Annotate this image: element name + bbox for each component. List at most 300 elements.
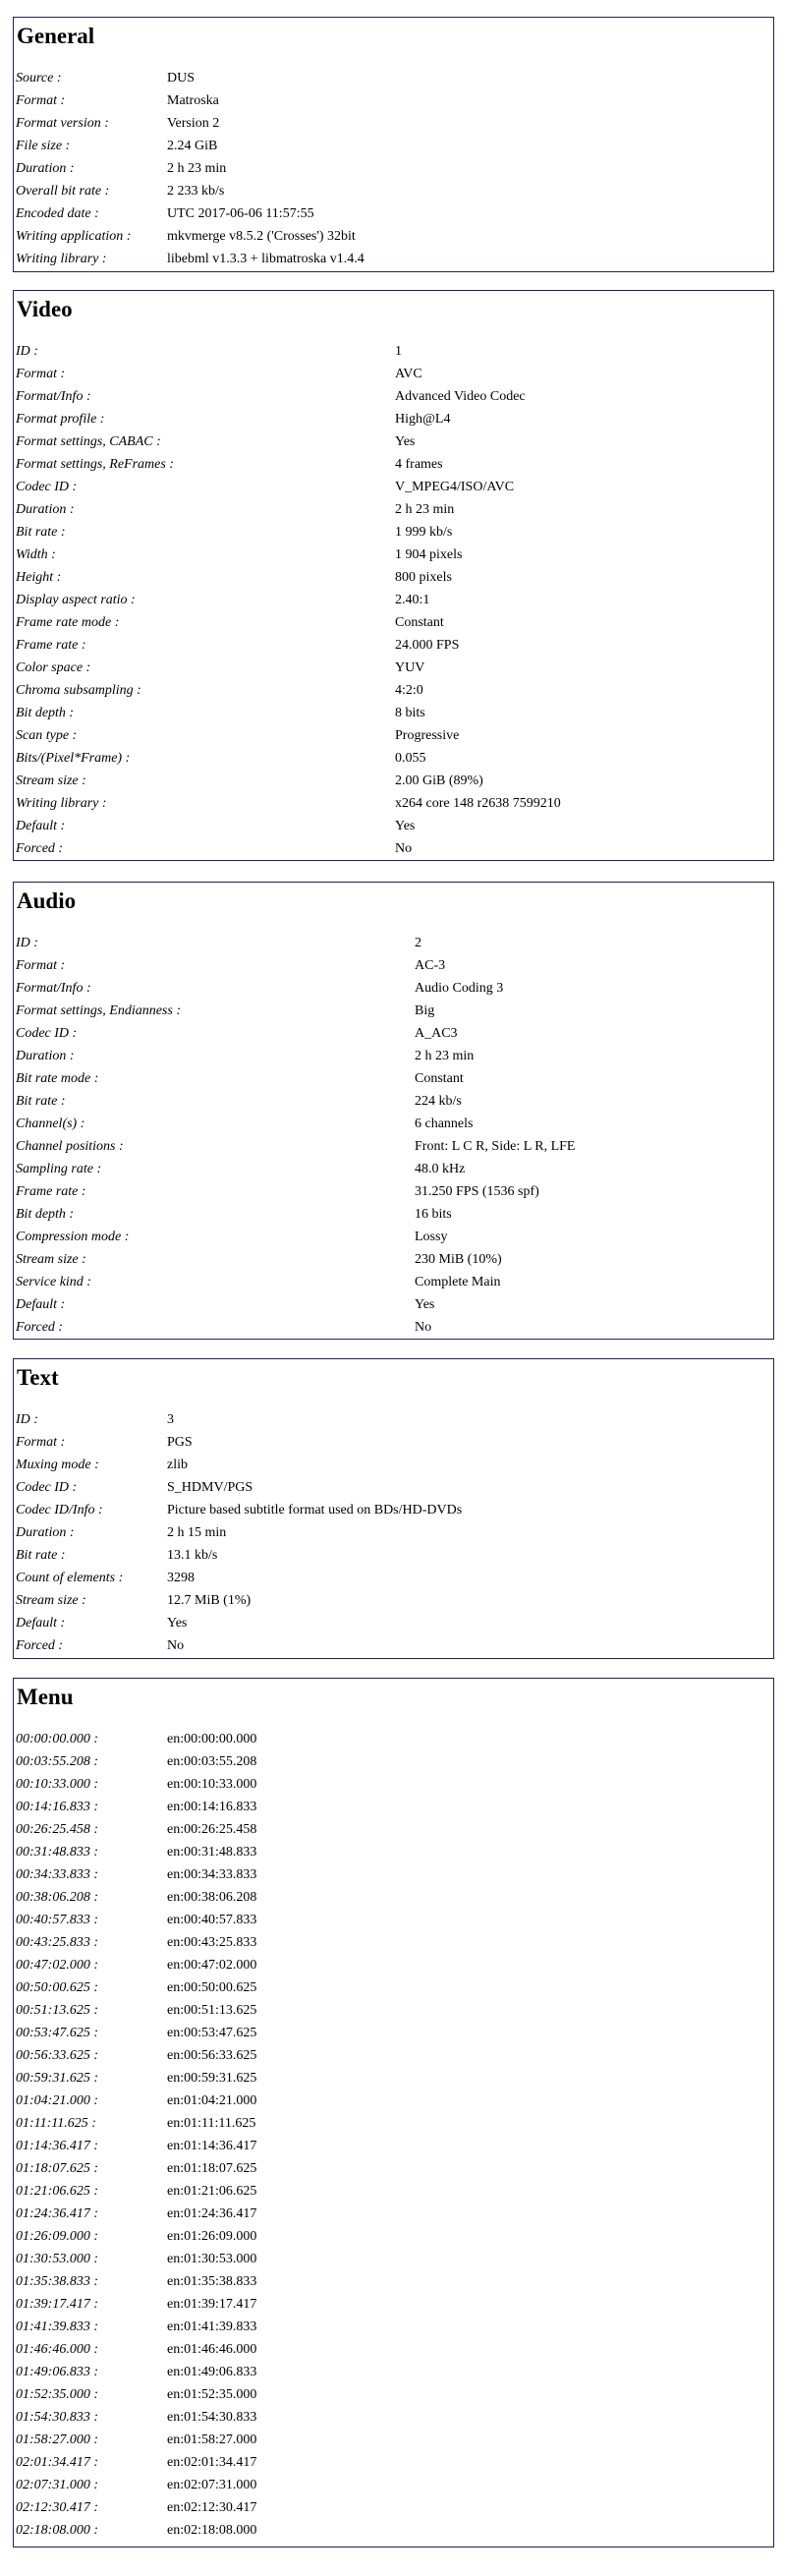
text-info-row <box>16 1612 773 1634</box>
field-label: Bit depth : <box>16 1207 75 1222</box>
audio-info-row <box>16 977 773 1000</box>
field-label: 01:58:27.000 : <box>16 2433 98 2447</box>
menu-info-row <box>16 2180 773 2203</box>
field-value: en:01:54:30.833 <box>167 2410 257 2425</box>
audio-info-row <box>16 932 773 954</box>
general-info-row <box>16 248 773 270</box>
field-value: en:00:00:00.000 <box>167 1732 257 1746</box>
video-info-row <box>16 634 773 657</box>
menu-info-row <box>16 2135 773 2157</box>
video-info-row <box>16 747 773 770</box>
field-value: en:02:07:31.000 <box>167 2478 257 2492</box>
field-label: 01:18:07.625 : <box>16 2161 98 2176</box>
audio-info-row <box>16 1022 773 1045</box>
video-info-row <box>16 837 773 860</box>
field-value: en:00:38:06.208 <box>167 1890 257 1905</box>
field-value: en:00:50:00.625 <box>167 1980 257 1995</box>
field-value: en:00:03:55.208 <box>167 1754 257 1769</box>
field-label: Writing application : <box>16 229 132 244</box>
menu-info-row <box>16 1818 773 1841</box>
field-label: Bit rate : <box>16 525 66 540</box>
field-value: en:02:18:08.000 <box>167 2523 257 2538</box>
text-info-row <box>16 1408 773 1431</box>
field-value: 13.1 kb/s <box>167 1548 218 1563</box>
field-value: zlib <box>167 1458 188 1472</box>
menu-info-row <box>16 1773 773 1796</box>
field-value: Audio Coding 3 <box>415 981 504 996</box>
field-label: Width : <box>16 547 56 562</box>
field-label: Format : <box>16 958 66 973</box>
field-label: 01:30:53.000 : <box>16 2252 98 2266</box>
field-value: libebml v1.3.3 + libmatroska v1.4.4 <box>167 252 365 266</box>
text-info-row <box>16 1589 773 1612</box>
field-label: Display aspect ratio : <box>16 593 136 607</box>
general-section <box>13 17 774 272</box>
field-label: ID : <box>16 344 38 359</box>
field-label: Height : <box>16 570 62 585</box>
field-value: en:01:18:07.625 <box>167 2161 257 2176</box>
field-label: Duration : <box>16 502 75 517</box>
video-info-row <box>16 679 773 702</box>
field-label: Codec ID : <box>16 480 78 494</box>
menu-info-row <box>16 2361 773 2383</box>
audio-info-row <box>16 1135 773 1158</box>
menu-info-row <box>16 2248 773 2270</box>
field-label: 00:53:47.625 : <box>16 2026 98 2040</box>
menu-section <box>13 1678 774 2547</box>
field-value: en:01:58:27.000 <box>167 2433 257 2447</box>
field-value: 4:2:0 <box>395 683 423 698</box>
field-label: Bits/(Pixel*Frame) : <box>16 751 131 766</box>
field-value: mkvmerge v8.5.2 ('Crosses') 32bit <box>167 229 356 244</box>
general-info-row <box>16 112 773 135</box>
field-label: Bit rate mode : <box>16 1071 99 1086</box>
field-value: en:00:56:33.625 <box>167 2048 257 2063</box>
menu-info-row <box>16 2157 773 2180</box>
video-info-row <box>16 430 773 453</box>
field-value: 230 MiB (10%) <box>415 1252 502 1267</box>
video-section <box>13 290 774 861</box>
field-value: 0.055 <box>395 751 426 766</box>
menu-info-row <box>16 1886 773 1909</box>
video-info-row <box>16 521 773 544</box>
field-value: 3298 <box>167 1571 195 1585</box>
menu-info-row <box>16 2067 773 2089</box>
audio-info-row <box>16 1090 773 1113</box>
field-value: High@L4 <box>395 412 451 427</box>
field-label: Channel(s) : <box>16 1116 85 1131</box>
field-value: en:00:26:25.458 <box>167 1822 257 1837</box>
field-label: Encoded date : <box>16 206 99 221</box>
field-value: x264 core 148 r2638 7599210 <box>395 796 561 811</box>
field-label: Bit rate : <box>16 1094 66 1109</box>
field-value: Big <box>415 1003 435 1018</box>
field-label: 01:46:46.000 : <box>16 2342 98 2357</box>
field-label: ID : <box>16 936 38 950</box>
section-title-audio: Audio <box>17 888 77 913</box>
video-info-row <box>16 363 773 385</box>
field-label: 01:52:35.000 : <box>16 2387 98 2402</box>
menu-info-row <box>16 2406 773 2429</box>
field-value: 800 pixels <box>395 570 452 585</box>
audio-info-row <box>16 1113 773 1135</box>
field-label: Bit depth : <box>16 706 75 720</box>
field-value: 2.40:1 <box>395 593 430 607</box>
field-value: en:00:31:48.833 <box>167 1845 257 1860</box>
field-label: 00:31:48.833 : <box>16 1845 98 1860</box>
general-rows <box>16 67 773 270</box>
general-info-row <box>16 67 773 89</box>
field-label: Frame rate mode : <box>16 615 120 630</box>
video-info-row <box>16 566 773 589</box>
video-info-row <box>16 589 773 611</box>
field-value: Advanced Video Codec <box>395 389 526 404</box>
menu-info-row <box>16 1796 773 1818</box>
audio-info-row <box>16 1248 773 1271</box>
field-value: 2.00 GiB (89%) <box>395 773 483 788</box>
menu-info-row <box>16 1728 773 1750</box>
field-label: Codec ID : <box>16 1026 78 1041</box>
menu-info-row <box>16 2089 773 2112</box>
video-info-row <box>16 657 773 679</box>
field-label: Format settings, ReFrames : <box>16 457 174 472</box>
field-label: Forced : <box>16 841 64 856</box>
field-label: 00:00:00.000 : <box>16 1732 98 1746</box>
menu-rows <box>16 1728 773 2542</box>
menu-info-row <box>16 1931 773 1954</box>
audio-info-row <box>16 1293 773 1316</box>
field-value: en:01:04:21.000 <box>167 2093 257 2108</box>
field-label: Source : <box>16 71 62 86</box>
field-label: Codec ID/Info : <box>16 1503 103 1517</box>
general-info-row <box>16 180 773 202</box>
field-value: AVC <box>395 367 422 381</box>
field-label: 00:51:13.625 : <box>16 2003 98 2018</box>
field-value: Constant <box>415 1071 464 1086</box>
field-value: No <box>167 1638 185 1653</box>
field-label: Stream size : <box>16 1593 86 1608</box>
field-value: Progressive <box>395 728 460 743</box>
field-value: 2.24 GiB <box>167 139 218 153</box>
field-value: Yes <box>415 1297 435 1312</box>
field-label: 00:43:25.833 : <box>16 1935 98 1950</box>
field-label: 00:47:02.000 : <box>16 1958 98 1973</box>
field-value: YUV <box>395 660 425 675</box>
menu-info-row <box>16 1909 773 1931</box>
field-label: Frame rate : <box>16 638 86 653</box>
menu-info-row <box>16 2112 773 2135</box>
field-label: Duration : <box>16 1049 75 1063</box>
field-label: Duration : <box>16 1525 75 1540</box>
field-value: 8 bits <box>395 706 425 720</box>
field-value: en:01:52:35.000 <box>167 2387 257 2402</box>
field-value: en:00:43:25.833 <box>167 1935 257 1950</box>
field-value: 2 h 15 min <box>167 1525 227 1540</box>
field-label: Overall bit rate : <box>16 184 110 199</box>
field-label: 00:50:00.625 : <box>16 1980 98 1995</box>
field-label: 02:12:30.417 : <box>16 2500 98 2515</box>
field-label: 00:03:55.208 : <box>16 1754 98 1769</box>
menu-info-row <box>16 2496 773 2519</box>
field-label: Format profile : <box>16 412 105 427</box>
section-title-video: Video <box>17 297 73 321</box>
section-title-text: Text <box>17 1365 59 1390</box>
video-rows <box>16 340 773 860</box>
menu-info-row <box>16 2338 773 2361</box>
section-title-general: General <box>17 24 95 48</box>
field-label: Frame rate : <box>16 1184 86 1199</box>
field-label: 01:41:39.833 : <box>16 2319 98 2334</box>
field-label: Format version : <box>16 116 109 131</box>
audio-rows <box>16 932 773 1339</box>
text-info-row <box>16 1567 773 1589</box>
field-value: Version 2 <box>167 116 220 131</box>
field-label: Duration : <box>16 161 75 176</box>
field-label: Format : <box>16 1435 66 1450</box>
video-info-row <box>16 815 773 837</box>
menu-info-row <box>16 1999 773 2022</box>
field-value: en:00:59:31.625 <box>167 2071 257 2086</box>
field-value: Matroska <box>167 93 219 108</box>
field-label: Stream size : <box>16 773 86 788</box>
field-value: 4 frames <box>395 457 443 472</box>
menu-info-row <box>16 2293 773 2316</box>
field-label: Compression mode : <box>16 1230 130 1244</box>
text-info-row <box>16 1544 773 1567</box>
field-label: 00:38:06.208 : <box>16 1890 98 1905</box>
field-label: Channel positions : <box>16 1139 124 1154</box>
menu-info-row <box>16 2022 773 2044</box>
field-value: DUS <box>167 71 196 86</box>
field-value: en:01:41:39.833 <box>167 2319 257 2334</box>
field-value: PGS <box>167 1435 193 1450</box>
field-value: A_AC3 <box>415 1026 458 1041</box>
video-info-row <box>16 340 773 363</box>
field-value: Complete Main <box>415 1275 501 1289</box>
field-value: 2 h 23 min <box>395 502 455 517</box>
field-value: 48.0 kHz <box>415 1162 466 1176</box>
field-value: 1 <box>395 344 402 359</box>
field-label: 01:49:06.833 : <box>16 2365 98 2379</box>
field-value: en:00:34:33.833 <box>167 1867 257 1882</box>
video-info-row <box>16 476 773 498</box>
field-label: Sampling rate : <box>16 1162 102 1176</box>
general-info-row <box>16 225 773 248</box>
field-label: Forced : <box>16 1320 64 1335</box>
menu-info-row <box>16 2383 773 2406</box>
menu-info-row <box>16 1750 773 1773</box>
field-label: ID : <box>16 1412 38 1427</box>
menu-info-row <box>16 2270 773 2293</box>
field-label: Format/Info : <box>16 981 91 996</box>
field-value: en:01:24:36.417 <box>167 2206 257 2221</box>
field-value: en:01:21:06.625 <box>167 2184 257 2199</box>
menu-info-row <box>16 2429 773 2451</box>
field-value: en:01:39:17.417 <box>167 2297 257 2312</box>
field-value: 31.250 FPS (1536 spf) <box>415 1184 539 1199</box>
field-value: en:00:51:13.625 <box>167 2003 257 2018</box>
general-info-row <box>16 135 773 157</box>
field-value: en:01:35:38.833 <box>167 2274 257 2289</box>
video-info-row <box>16 770 773 792</box>
video-info-row <box>16 408 773 430</box>
text-section <box>13 1358 774 1659</box>
menu-info-row <box>16 1841 773 1863</box>
menu-info-row <box>16 2044 773 2067</box>
field-label: 00:56:33.625 : <box>16 2048 98 2063</box>
field-label: 01:35:38.833 : <box>16 2274 98 2289</box>
field-label: Format/Info : <box>16 389 91 404</box>
field-label: 00:14:16.833 : <box>16 1800 98 1814</box>
audio-section <box>13 882 774 1340</box>
field-label: 02:01:34.417 : <box>16 2455 98 2470</box>
field-value: Picture based subtitle format used on BDs/HD-DVDs <box>167 1503 463 1517</box>
field-label: Format settings, CABAC : <box>16 434 161 449</box>
field-label: 02:07:31.000 : <box>16 2478 98 2492</box>
field-label: 00:40:57.833 : <box>16 1913 98 1927</box>
video-info-row <box>16 385 773 408</box>
field-label: Codec ID : <box>16 1480 78 1495</box>
field-label: Format settings, Endianness : <box>16 1003 181 1018</box>
field-label: Stream size : <box>16 1252 86 1267</box>
field-value: 12.7 MiB (1%) <box>167 1593 252 1608</box>
field-label: 02:18:08.000 : <box>16 2523 98 2538</box>
field-label: Format : <box>16 93 66 108</box>
general-info-row <box>16 202 773 225</box>
field-label: 00:26:25.458 : <box>16 1822 98 1837</box>
field-label: 01:24:36.417 : <box>16 2206 98 2221</box>
field-value: No <box>395 841 413 856</box>
audio-info-row <box>16 1180 773 1203</box>
audio-info-row <box>16 1067 773 1090</box>
field-value: Yes <box>395 819 416 833</box>
field-value: 16 bits <box>415 1207 452 1222</box>
field-label: 01:21:06.625 : <box>16 2184 98 2199</box>
menu-info-row <box>16 2225 773 2248</box>
field-label: Writing library : <box>16 252 107 266</box>
menu-info-row <box>16 2519 773 2542</box>
video-info-row <box>16 702 773 724</box>
field-value: 2 h 23 min <box>415 1049 475 1063</box>
field-value: en:01:26:09.000 <box>167 2229 257 2244</box>
field-label: Service kind : <box>16 1275 91 1289</box>
field-value: 2 <box>415 936 421 950</box>
text-info-row <box>16 1454 773 1476</box>
field-value: Lossy <box>415 1230 448 1244</box>
field-label: 00:34:33.833 : <box>16 1867 98 1882</box>
field-value: en:00:14:16.833 <box>167 1800 257 1814</box>
general-info-row <box>16 157 773 180</box>
menu-info-row <box>16 2451 773 2474</box>
text-info-row <box>16 1476 773 1499</box>
text-info-row <box>16 1521 773 1544</box>
menu-info-row <box>16 1976 773 1999</box>
field-value: en:00:10:33.000 <box>167 1777 257 1792</box>
menu-info-row <box>16 2203 773 2225</box>
field-value: No <box>415 1320 432 1335</box>
field-label: Count of elements : <box>16 1571 124 1585</box>
field-label: File size : <box>16 139 71 153</box>
field-value: 24.000 FPS <box>395 638 460 653</box>
section-title-menu: Menu <box>17 1685 74 1709</box>
field-label: Chroma subsampling : <box>16 683 141 698</box>
video-info-row <box>16 498 773 521</box>
menu-info-row <box>16 2474 773 2496</box>
field-label: Bit rate : <box>16 1548 66 1563</box>
audio-info-row <box>16 1316 773 1339</box>
text-info-row <box>16 1634 773 1657</box>
field-value: V_MPEG4/ISO/AVC <box>395 480 515 494</box>
field-value: Yes <box>167 1616 188 1631</box>
field-value: en:00:40:57.833 <box>167 1913 257 1927</box>
field-label: Default : <box>16 1297 66 1312</box>
field-value: 224 kb/s <box>415 1094 462 1109</box>
field-label: 01:11:11.625 : <box>16 2116 96 2131</box>
field-value: 1 904 pixels <box>395 547 463 562</box>
field-value: en:01:11:11.625 <box>167 2116 256 2131</box>
field-value: en:02:12:30.417 <box>167 2500 257 2515</box>
field-label: Muxing mode : <box>16 1458 99 1472</box>
field-label: Color space : <box>16 660 91 675</box>
field-value: 2 233 kb/s <box>167 184 225 199</box>
general-info-row <box>16 89 773 112</box>
field-label: 01:39:17.417 : <box>16 2297 98 2312</box>
field-label: 01:54:30.833 : <box>16 2410 98 2425</box>
field-value: AC-3 <box>415 958 446 973</box>
field-label: 01:14:36.417 : <box>16 2139 98 2153</box>
audio-info-row <box>16 1226 773 1248</box>
audio-info-row <box>16 1000 773 1022</box>
text-rows <box>16 1408 773 1657</box>
field-value: 3 <box>167 1412 174 1427</box>
audio-info-row <box>16 1045 773 1067</box>
field-value: Yes <box>395 434 416 449</box>
field-value: UTC 2017-06-06 11:57:55 <box>167 206 314 221</box>
field-value: 6 channels <box>415 1116 474 1131</box>
video-info-row <box>16 544 773 566</box>
field-label: Format : <box>16 367 66 381</box>
field-label: 00:10:33.000 : <box>16 1777 98 1792</box>
menu-info-row <box>16 1954 773 1976</box>
audio-info-row <box>16 954 773 977</box>
field-value: S_HDMV/PGS <box>167 1480 253 1495</box>
field-label: 00:59:31.625 : <box>16 2071 98 2086</box>
text-info-row <box>16 1431 773 1454</box>
video-info-row <box>16 611 773 634</box>
field-value: en:01:14:36.417 <box>167 2139 257 2153</box>
field-label: Default : <box>16 1616 66 1631</box>
field-value: en:01:46:46.000 <box>167 2342 257 2357</box>
video-info-row <box>16 724 773 747</box>
field-value: 1 999 kb/s <box>395 525 453 540</box>
audio-info-row <box>16 1203 773 1226</box>
text-info-row <box>16 1499 773 1521</box>
field-value: en:01:49:06.833 <box>167 2365 257 2379</box>
menu-info-row <box>16 1863 773 1886</box>
field-value: en:00:47:02.000 <box>167 1958 257 1973</box>
field-value: Front: L C R, Side: L R, LFE <box>415 1139 576 1154</box>
field-label: Writing library : <box>16 796 107 811</box>
video-info-row <box>16 453 773 476</box>
video-info-row <box>16 792 773 815</box>
field-label: 01:04:21.000 : <box>16 2093 98 2108</box>
field-label: Default : <box>16 819 66 833</box>
menu-info-row <box>16 2316 773 2338</box>
audio-info-row <box>16 1158 773 1180</box>
field-label: Forced : <box>16 1638 64 1653</box>
field-label: 01:26:09.000 : <box>16 2229 98 2244</box>
field-value: en:00:53:47.625 <box>167 2026 257 2040</box>
